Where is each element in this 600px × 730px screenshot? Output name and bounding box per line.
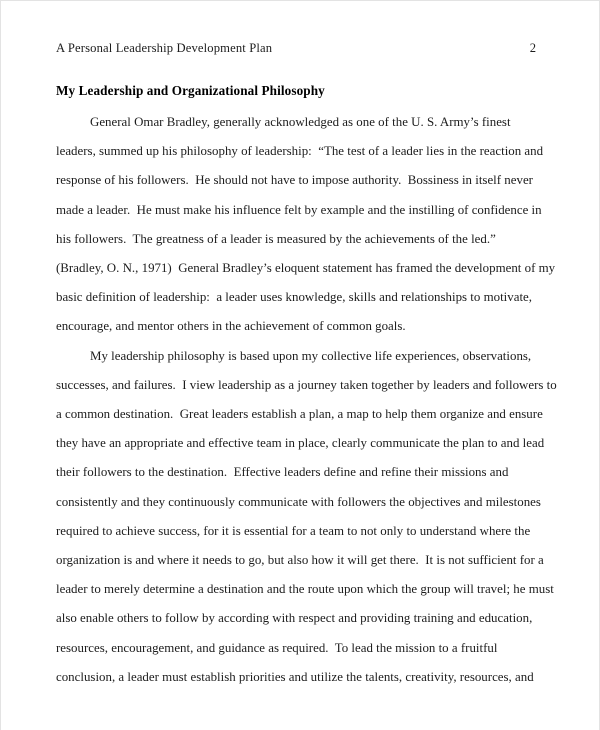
text-line: leader to merely determine a destination and the route upon which the group will travel; he must (56, 582, 554, 597)
text-line: response of his followers. He should not have to impose authority. Bossiness in itself never (56, 173, 533, 188)
text-line: organization is and where it needs to go, but also how it will get there. It is not sufficient for a (56, 553, 544, 568)
page-content-area (1, 1, 599, 730)
paragraph (56, 108, 556, 342)
running-header-title: A Personal Leadership Development Plan (56, 41, 273, 55)
text-line: General Omar Bradley, generally acknowledged as one of the U. S. Army’s finest (90, 115, 511, 129)
text-line: also enable others to follow by according with respect and providing training and education, (56, 611, 533, 626)
text-line: required to achieve success, for it is essential for a team to not only to understand where the (56, 523, 531, 538)
text-line: (Bradley, O. N., 1971) General Bradley’s eloquent statement has framed the development of my (56, 261, 556, 276)
paragraph (56, 342, 557, 692)
text-line: resources, encouragement, and guidance as required. To lead the mission to a fruitful (56, 640, 498, 655)
text-line: conclusion, a leader must establish priorities and utilize the talents, creativity, resources, and (56, 669, 534, 684)
page-number: 2 (529, 41, 536, 55)
text-line: made a leader. He must make his influence felt by example and the instilling of confidence in (56, 202, 542, 217)
text-line: their followers to the destination. Effective leaders define and refine their missions and (56, 465, 509, 480)
text-line: a common destination. Great leaders establish a plan, a map to help them organize and ensure (56, 407, 543, 422)
text-line: his followers. The greatness of a leader is measured by the achievements of the led.” (56, 231, 496, 246)
section-heading: My Leadership and Organizational Philosophy (56, 83, 325, 98)
text-line: encourage, and mentor others in the achievement of common goals. (56, 319, 406, 334)
text-line: consistently and they continuously communicate with followers the objectives and milestones (56, 494, 541, 509)
text-line: basic definition of leadership: a leader uses knowledge, skills and relationships to motivate, (56, 290, 532, 305)
text-line: My leadership philosophy is based upon my collective life experiences, observations, (90, 348, 532, 363)
text-line: successes, and failures. I view leadership as a journey taken together by leaders and followers to (56, 377, 557, 392)
running-header (56, 41, 544, 59)
body-text (56, 108, 557, 692)
text-line: leaders, summed up his philosophy of leadership: “The test of a leader lies in the reaction and (56, 144, 544, 159)
text-line: they have an appropriate and effective team in place, clearly communicate the plan to and lead (56, 436, 545, 451)
